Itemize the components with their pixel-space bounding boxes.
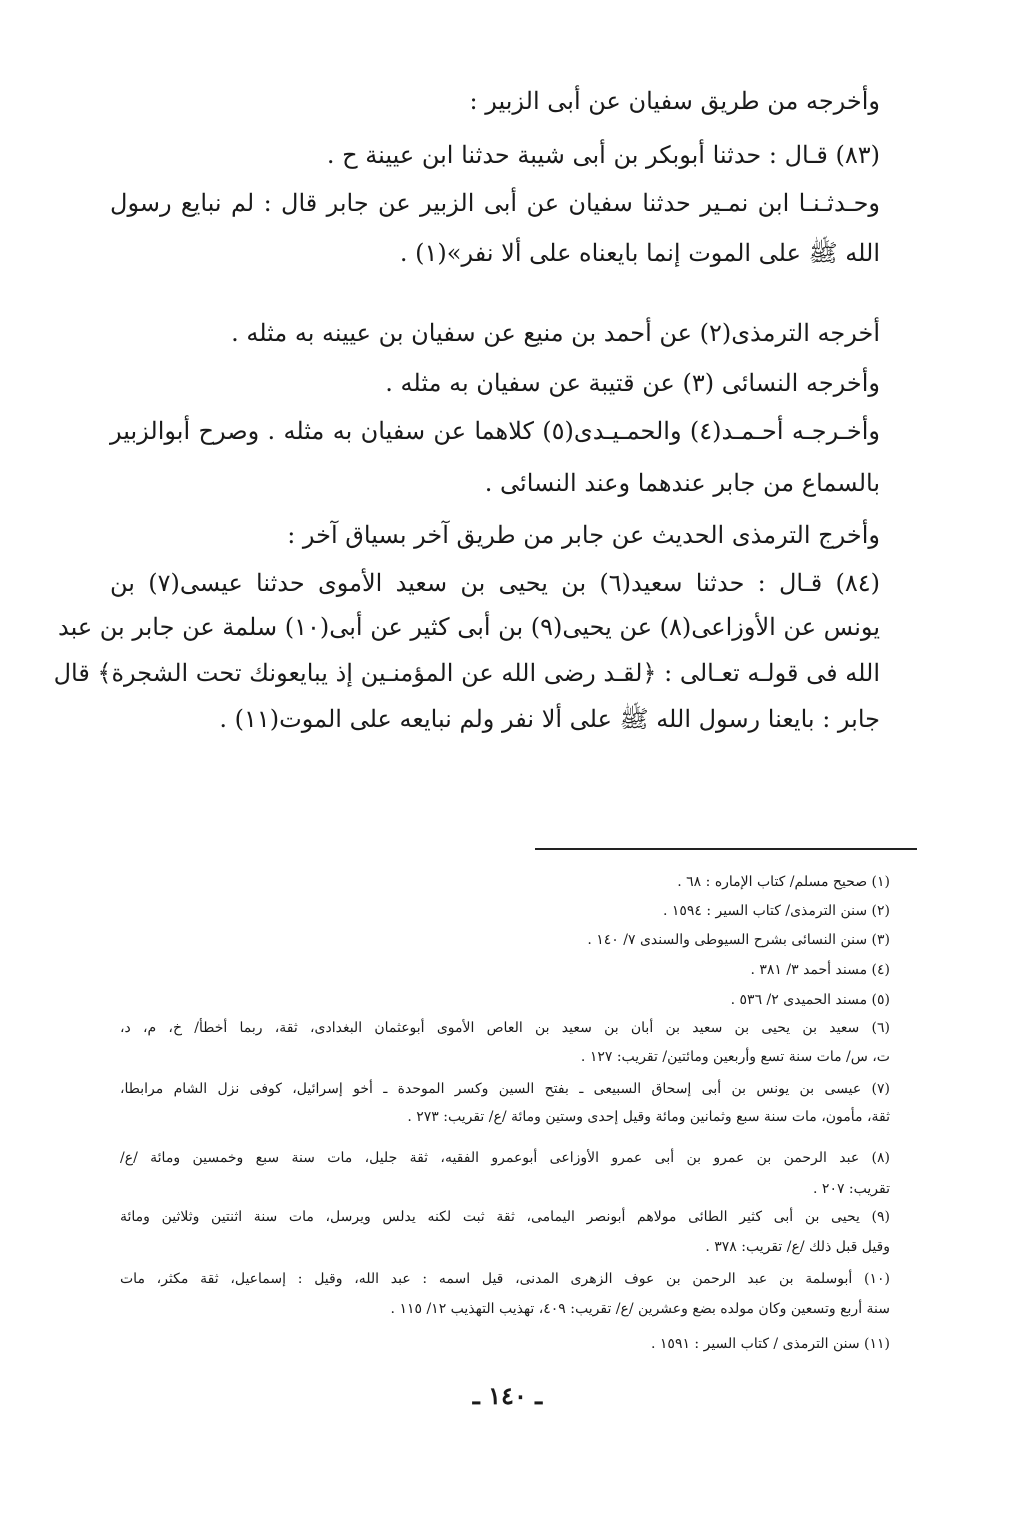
footnote-10: (١٠) أبوسلمة بن عبد الرحمن بن عوف الزهرى المدنى، قيل اسمه : عبد الله، وقيل : إسماعيل، ثقة مكثر، مات <box>120 1271 890 1287</box>
main-text-line: وأخرجه النسائى (٣) عن قتيبة عن سفيان به مثله . <box>385 369 880 397</box>
footnote-7-cont: ثقة، مأمون، مات سنة سبع وثمانين ومائة وقيل إحدى وستين ومائة /ع/ تقريب: ٢٧٣ . <box>407 1109 890 1125</box>
main-text-line: وحـدثـنـا ابن نمـير حدثنا سفيان عن أبى الزبير عن جابر قال : لم نبايع رسول <box>110 189 880 217</box>
footnote-6: (٦) سعيد بن يحيى بن سعيد بن أبان بن سعيد بن العاص الأموى أبوعثمان البغدادى، ثقة، ربما أخطأ/ خ، م، د، <box>120 1020 890 1036</box>
main-text-line: وأخرجه من طريق سفيان عن أبى الزبير : <box>469 87 880 115</box>
footnote-8-cont: تقريب: ٢٠٧ . <box>813 1181 890 1197</box>
footnote-1: (١) صحيح مسلم/ كتاب الإماره : ٦٨ . <box>677 874 890 890</box>
main-text-line: أخرجه الترمذى(٢) عن أحمد بن منيع عن سفيان بن عيينه به مثله . <box>231 319 880 347</box>
hadith-83-line: (٨٣) قـال : حدثنا أبوبكر بن أبى شيبة حدثنا ابن عيينة ح . <box>326 141 880 169</box>
footnote-11: (١١) سنن الترمذى / كتاب السير : ١٥٩١ . <box>651 1336 890 1352</box>
main-text-line: وأخـرجـه أحـمـد(٤) والحمـيـدى(٥) كلاهما عن سفيان به مثله . وصرح أبوالزبير <box>110 417 880 445</box>
footnote-4: (٤) مسند أحمد ٣/ ٣٨١ . <box>750 962 890 978</box>
footnote-3: (٣) سنن النسائى بشرح السيوطى والسندى ٧/ ١٤٠ . <box>587 932 890 948</box>
hadith-84-line: (٨٤) قـال : حدثنا سعيد(٦) بن يحيى بن سعيد الأموى حدثنا عيسى(٧) بن <box>110 569 880 597</box>
quran-verse-line: الله فى قولـه تعـالى : ﴿لقـد رضى الله عن المؤمنـين إذ يبايعونك تحت الشجرة﴾ قال <box>53 659 880 687</box>
main-text-line: يونس عن الأوزاعى(٨) عن يحيى(٩) بن أبى كثير عن أبى(١٠) سلمة عن جابر بن عبد <box>58 613 880 641</box>
footnote-9: (٩) يحيى بن أبى كثير الطائى مولاهم أبونصر اليمامى، ثقة ثبت لكنه يدلس ويرسل، مات سنة اثنتين وثلاثين ومائة <box>120 1209 890 1225</box>
footnote-2: (٢) سنن الترمذى/ كتاب السير : ١٥٩٤ . <box>662 903 890 919</box>
main-text-line: الله ﷺ على الموت إنما بايعناه على ألا نفر»(١) . <box>399 239 880 267</box>
footnote-9-cont: وقيل قبل ذلك /ع/ تقريب: ٣٧٨ . <box>705 1239 890 1255</box>
footnote-5: (٥) مسند الحميدى ٢/ ٥٣٦ . <box>730 992 890 1008</box>
footnote-8: (٨) عبد الرحمن بن عمرو بن أبى عمرو الأوزاعى أبوعمرو الفقيه، ثقة جليل، مات سنة سبع وخمسين ومائة /ع/ <box>120 1150 890 1166</box>
main-text-line: وأخرج الترمذى الحديث عن جابر من طريق آخر بسياق آخر : <box>287 521 880 549</box>
footnote-6-cont: ت، س/ مات سنة تسع وأربعين ومائتين/ تقريب: ١٢٧ . <box>580 1049 890 1065</box>
footnote-10-cont: سنة أربع وتسعين وكان مولده بضع وعشرين /ع/ تقريب: ٤٠٩، تهذيب التهذيب ١٢/ ١١٥ . <box>390 1301 890 1317</box>
footnote-separator <box>535 848 917 850</box>
main-text-line: بالسماع من جابر عندهما وعند النسائى . <box>484 469 880 497</box>
page-number: ـ ١٤٠ ـ <box>472 1381 543 1410</box>
footnote-7: (٧) عيسى بن يونس بن أبى إسحاق السبيعى ـ بفتح السين وكسر الموحدة ـ أخو إسرائيل، كوفى نزل الشام مرابطا، <box>120 1081 890 1097</box>
main-text-line: جابر : بايعنا رسول الله ﷺ على ألا نفر ولم نبايعه على الموت(١١) . <box>219 705 880 733</box>
